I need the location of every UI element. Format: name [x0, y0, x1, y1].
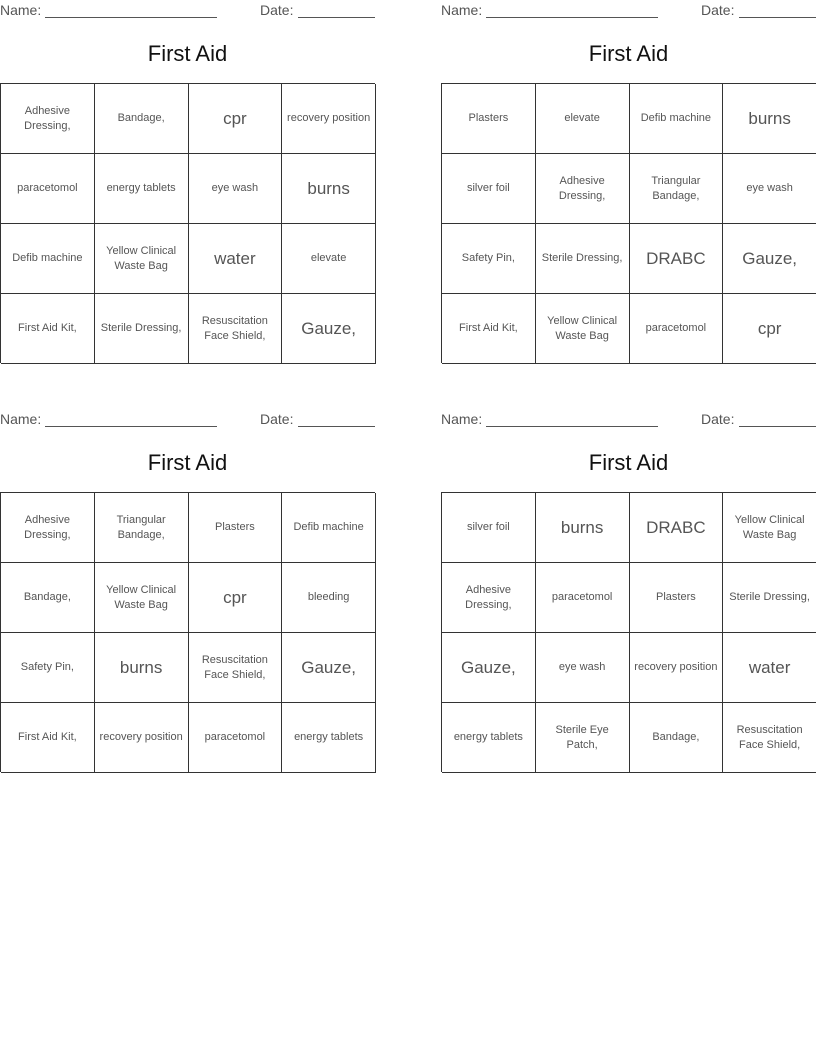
date-label: Date:: [701, 2, 735, 18]
bingo-cell: Resuscitation Face Shield,: [189, 633, 283, 703]
bingo-cell: Triangular Bandage,: [95, 493, 189, 563]
bingo-cell: First Aid Kit,: [1, 703, 95, 773]
bingo-cell: paracetomol: [189, 703, 283, 773]
name-blank-line[interactable]: [486, 426, 658, 427]
bingo-cell: silver foil: [442, 493, 536, 563]
bingo-cell: Sterile Dressing,: [95, 294, 189, 364]
bingo-cell: Yellow Clinical Waste Bag: [536, 294, 630, 364]
name-blank-line[interactable]: [486, 17, 658, 18]
name-label: Name:: [441, 2, 483, 18]
bingo-cell: energy tablets: [442, 703, 536, 773]
bingo-card: [441, 409, 816, 772]
bingo-cell: Triangular Bandage,: [630, 154, 724, 224]
bingo-cell: DRABC: [630, 493, 724, 563]
bingo-cell: paracetomol: [630, 294, 724, 364]
bingo-cell: Yellow Clinical Waste Bag: [95, 224, 189, 294]
bingo-cell: Adhesive Dressing,: [1, 493, 95, 563]
bingo-cell: cpr: [723, 294, 816, 364]
name-label: Name:: [0, 411, 42, 427]
name-blank-line[interactable]: [45, 426, 217, 427]
card-title: First Aid: [147, 450, 228, 475]
bingo-cell: burns: [536, 493, 630, 563]
bingo-cell: water: [723, 633, 816, 703]
bingo-cell: Plasters: [189, 493, 283, 563]
date-blank-line[interactable]: [739, 426, 816, 427]
card-title: First Aid: [147, 41, 228, 66]
bingo-cell: recovery position: [95, 703, 189, 773]
bingo-cell: DRABC: [630, 224, 724, 294]
card-title: First Aid: [588, 41, 669, 66]
bingo-cell: Gauze,: [723, 224, 816, 294]
bingo-cell: water: [189, 224, 283, 294]
bingo-cell: energy tablets: [282, 703, 376, 773]
bingo-cell: First Aid Kit,: [442, 294, 536, 364]
bingo-card: [441, 0, 816, 363]
bingo-cell: recovery position: [282, 84, 376, 154]
bingo-cell: eye wash: [723, 154, 816, 224]
bingo-grid: [441, 492, 816, 772]
bingo-cell: burns: [95, 633, 189, 703]
bingo-cell: cpr: [189, 563, 283, 633]
name-label: Name:: [441, 411, 483, 427]
bingo-grid: [441, 83, 816, 363]
bingo-cell: burns: [723, 84, 816, 154]
bingo-cell: cpr: [189, 84, 283, 154]
bingo-cell: Defib machine: [1, 224, 95, 294]
date-blank-line[interactable]: [298, 17, 375, 18]
card-header: [0, 0, 375, 22]
card-title: First Aid: [588, 450, 669, 475]
bingo-cell: eye wash: [536, 633, 630, 703]
date-label: Date:: [260, 2, 294, 18]
bingo-cell: paracetomol: [1, 154, 95, 224]
date-blank-line[interactable]: [298, 426, 375, 427]
bingo-cell: Gauze,: [442, 633, 536, 703]
bingo-cell: recovery position: [630, 633, 724, 703]
bingo-cell: Gauze,: [282, 633, 376, 703]
bingo-cell: Defib machine: [282, 493, 376, 563]
bingo-cell: Safety Pin,: [442, 224, 536, 294]
bingo-cell: silver foil: [442, 154, 536, 224]
bingo-cell: First Aid Kit,: [1, 294, 95, 364]
name-label: Name:: [0, 2, 42, 18]
date-label: Date:: [701, 411, 735, 427]
bingo-grid: [0, 492, 375, 772]
bingo-cell: Adhesive Dressing,: [442, 563, 536, 633]
bingo-cell: bleeding: [282, 563, 376, 633]
bingo-cell: Bandage,: [630, 703, 724, 773]
bingo-cell: Sterile Dressing,: [723, 563, 816, 633]
bingo-cell: Defib machine: [630, 84, 724, 154]
card-header: [0, 409, 375, 431]
card-header: [441, 409, 816, 431]
bingo-cell: energy tablets: [95, 154, 189, 224]
bingo-cell: Bandage,: [1, 563, 95, 633]
date-blank-line[interactable]: [739, 17, 816, 18]
card-header: [441, 0, 816, 22]
bingo-cell: elevate: [536, 84, 630, 154]
bingo-cell: burns: [282, 154, 376, 224]
bingo-cell: Adhesive Dressing,: [536, 154, 630, 224]
bingo-cell: paracetomol: [536, 563, 630, 633]
bingo-cell: Bandage,: [95, 84, 189, 154]
bingo-cell: elevate: [282, 224, 376, 294]
bingo-cell: Adhesive Dressing,: [1, 84, 95, 154]
date-label: Date:: [260, 411, 294, 427]
bingo-cell: Yellow Clinical Waste Bag: [95, 563, 189, 633]
bingo-cell: Resuscitation Face Shield,: [189, 294, 283, 364]
bingo-cell: Plasters: [442, 84, 536, 154]
bingo-grid: [0, 83, 375, 363]
bingo-cell: Resuscitation Face Shield,: [723, 703, 816, 773]
bingo-cell: Plasters: [630, 563, 724, 633]
bingo-cell: Gauze,: [282, 294, 376, 364]
bingo-cell: Sterile Dressing,: [536, 224, 630, 294]
bingo-cell: Sterile Eye Patch,: [536, 703, 630, 773]
bingo-cell: Yellow Clinical Waste Bag: [723, 493, 816, 563]
bingo-cell: Safety Pin,: [1, 633, 95, 703]
name-blank-line[interactable]: [45, 17, 217, 18]
bingo-card: [0, 0, 375, 363]
bingo-cell: eye wash: [189, 154, 283, 224]
bingo-card: [0, 409, 375, 772]
